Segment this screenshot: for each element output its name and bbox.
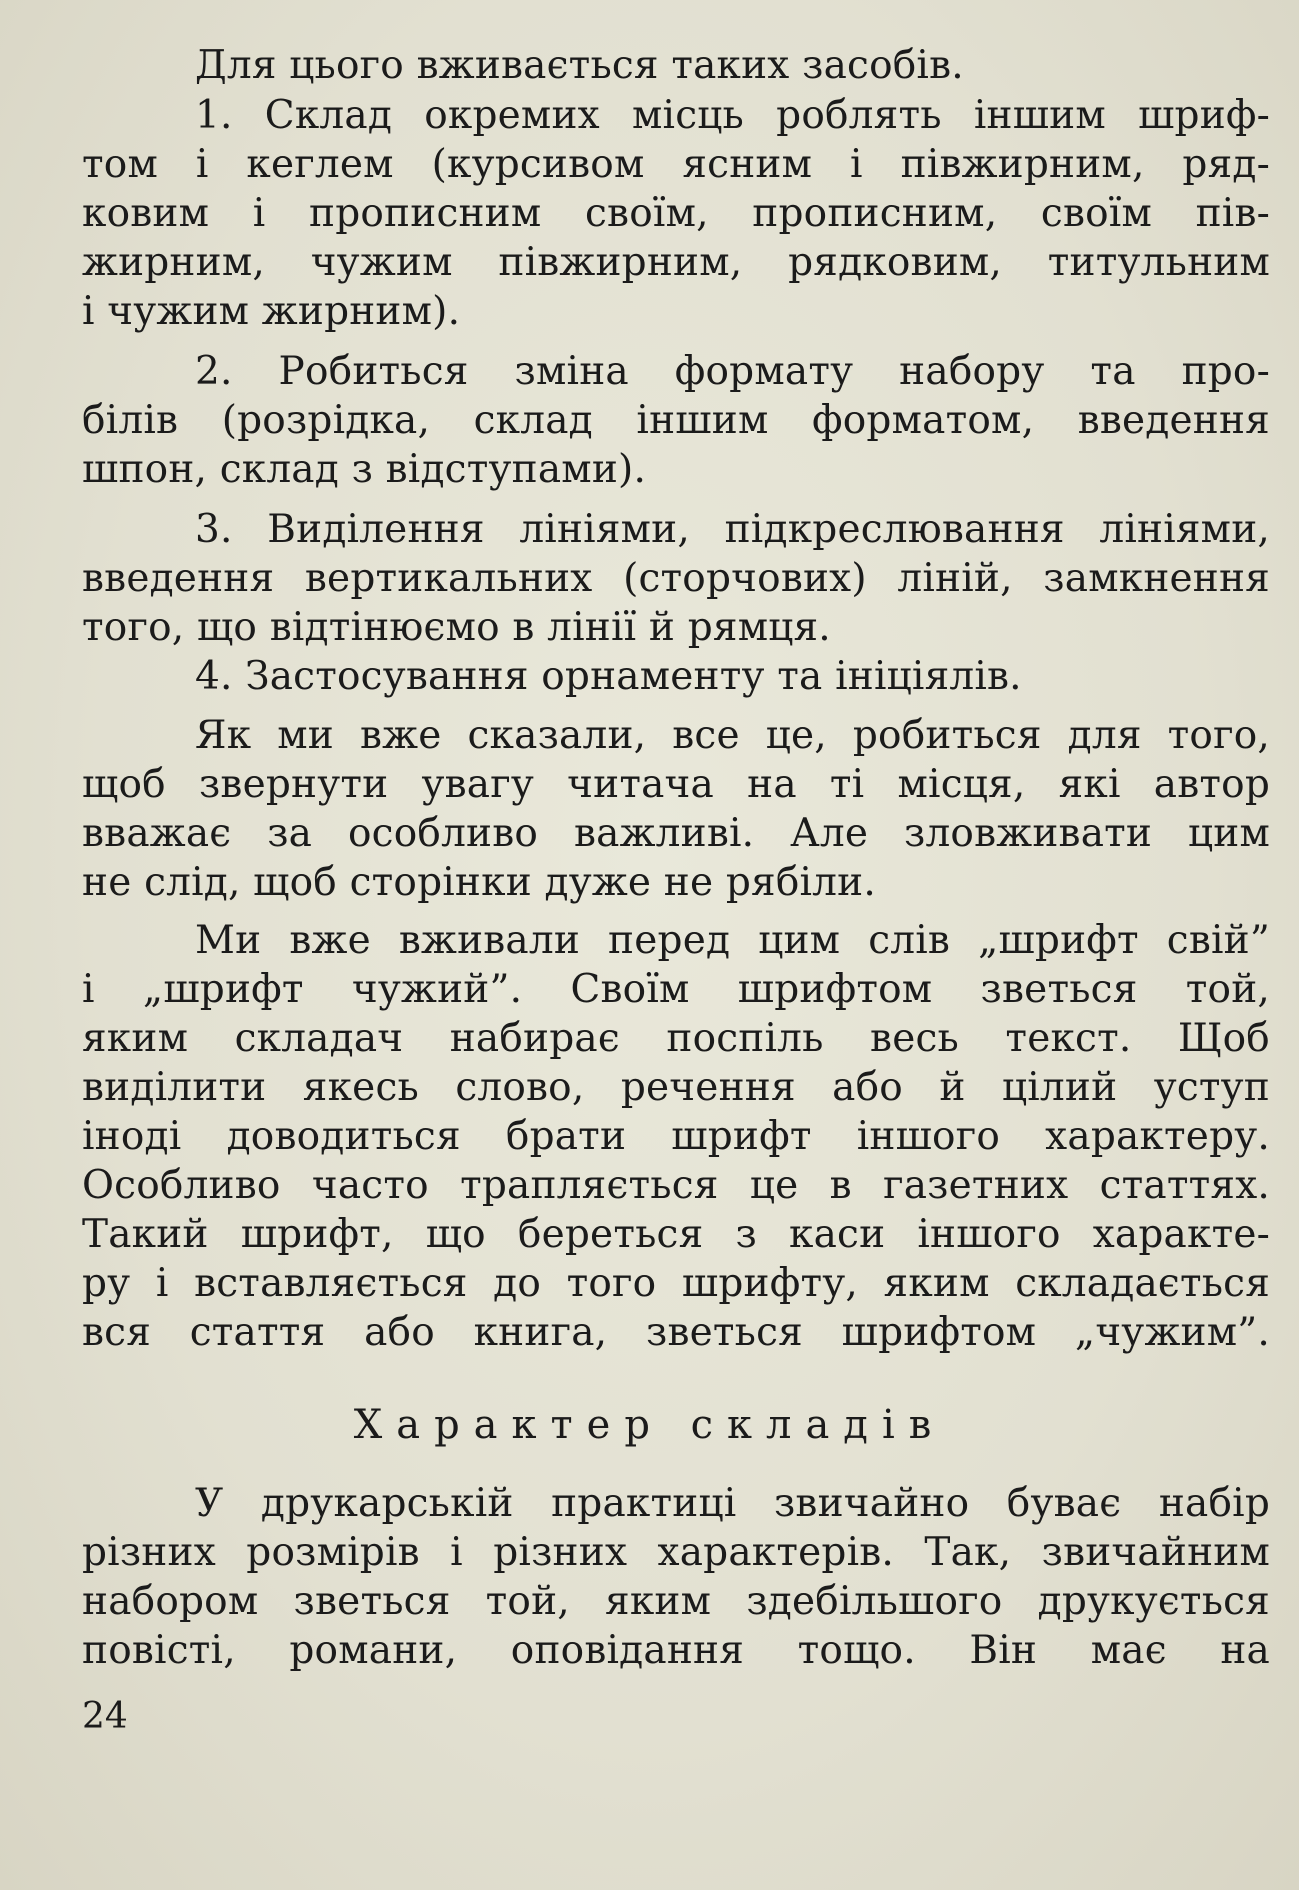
text-line: шпон, склад з відступами). bbox=[82, 447, 647, 492]
text-line: Як ми вже сказали, все це, робиться для того, bbox=[195, 713, 1270, 758]
text-line: Особливо часто трапляється це в газетних статтях. bbox=[82, 1163, 1270, 1208]
text-line: білів (розрідка, склад іншим форматом, введення bbox=[82, 398, 1270, 443]
text-line: Для цього вживається таких засобів. bbox=[195, 43, 964, 88]
text-line: ковим і прописним своїм, прописним, своїм пів- bbox=[82, 191, 1270, 236]
text-line: повісті, романи, оповідання тощо. Він має на bbox=[82, 1628, 1270, 1673]
text-line: виділити якесь слово, речення або й цілий уступ bbox=[82, 1065, 1270, 1110]
text-line: вважає за особливо важливі. Але зловживати цим bbox=[82, 811, 1270, 856]
text-line: щоб звернути увагу читача на ті місця, які автор bbox=[82, 762, 1270, 807]
text-line: Ми вже вживали перед цим слів „шрифт свій” bbox=[195, 918, 1270, 963]
text-line: не слід, щоб сторінки дуже не рябіли. bbox=[82, 860, 876, 905]
page-number: 24 bbox=[82, 1696, 128, 1737]
text-line: того, що відтінюємо в лінії й рямця. bbox=[82, 605, 831, 650]
text-line: різних розмірів і різних характерів. Так, звичайним bbox=[82, 1530, 1270, 1575]
text-line: введення вертикальних (сторчових) ліній, замкнення bbox=[82, 556, 1270, 601]
text-line: жирним, чужим півжирним, рядковим, титульним bbox=[82, 240, 1270, 285]
text-line: 4. Застосування орнаменту та ініціялів. bbox=[195, 654, 1022, 699]
text-line: 1. Склад окремих місць роблять іншим шриф- bbox=[195, 93, 1270, 138]
text-line: іноді доводиться брати шрифт іншого характеру. bbox=[82, 1114, 1270, 1159]
text-line: 3. Виділення лініями, підкреслювання лініями, bbox=[195, 507, 1270, 552]
text-line: 2. Робиться зміна формату набору та про- bbox=[195, 349, 1270, 394]
text-line: ру і вставляється до того шрифту, яким складається bbox=[82, 1261, 1270, 1306]
text-line: У друкарській практиці звичайно буває набір bbox=[195, 1481, 1270, 1526]
section-heading: Характер складів bbox=[353, 1402, 946, 1448]
text-line: том і кеглем (курсивом ясним і півжирним, ряд- bbox=[82, 142, 1270, 187]
text-line: вся стаття або книга, зветься шрифтом „чужим”. bbox=[82, 1310, 1270, 1355]
text-line: і чужим жирним). bbox=[82, 289, 461, 334]
text-line: і „шрифт чужий”. Своїм шрифтом зветься той, bbox=[82, 967, 1270, 1012]
text-line: набором зветься той, яким здебільшого друкується bbox=[82, 1579, 1270, 1624]
text-line: Такий шрифт, що береться з каси іншого характе- bbox=[82, 1212, 1270, 1257]
text-line: яким складач набирає поспіль весь текст. Щоб bbox=[82, 1016, 1270, 1061]
